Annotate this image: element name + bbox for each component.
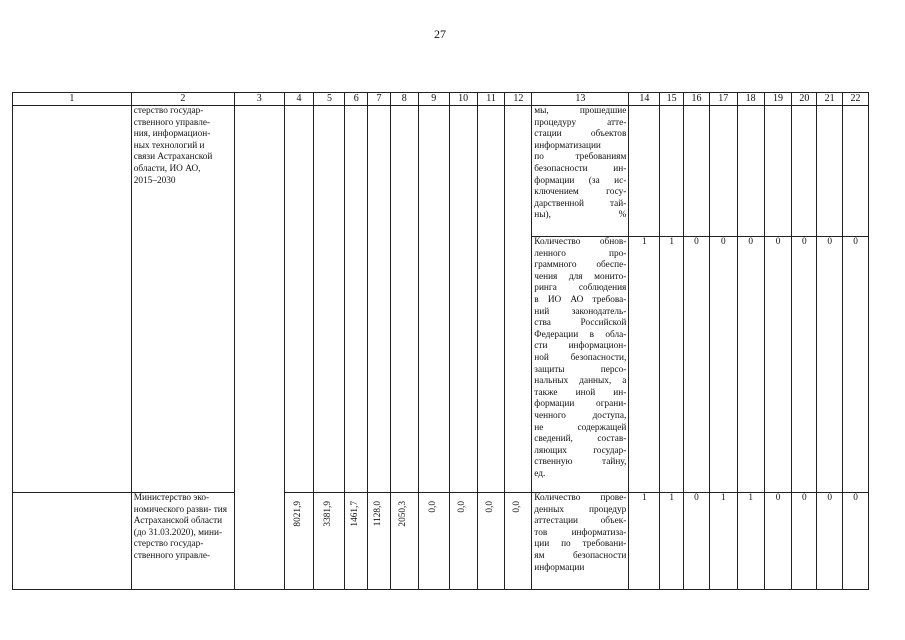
cell-indicator (532, 237, 629, 493)
cell-indicator (532, 493, 629, 590)
header-cell: 15 (660, 93, 684, 106)
header-cell: 22 (843, 93, 869, 106)
value-cell: 1 (660, 237, 684, 493)
indicator-line: формации ограни- (534, 399, 627, 410)
indicator-line: защиты персо- (534, 364, 627, 375)
header-cell: 6 (345, 93, 368, 106)
indicator-line: ны), % (534, 210, 627, 221)
cell-executor (131, 493, 234, 590)
cell-empty (660, 106, 684, 237)
budget-table (12, 92, 869, 590)
header-cell: 18 (737, 93, 764, 106)
value-cell: 1 (629, 493, 660, 590)
executor-line: ственного управле- (133, 117, 211, 128)
value-cell: 0 (764, 493, 792, 590)
value-cell: 0 (684, 493, 710, 590)
cell-empty (792, 106, 817, 237)
funding-cell (505, 493, 532, 590)
cell-empty (737, 106, 764, 237)
value-cell: 0 (843, 237, 869, 493)
header-cell: 2 (131, 93, 234, 106)
header-cell: 10 (449, 93, 477, 106)
cell-indicator (532, 106, 629, 237)
header-cell: 3 (234, 93, 284, 106)
value-cell: 1 (709, 493, 737, 590)
indicator-line: денных процедур (534, 504, 627, 515)
header-cell: 13 (532, 93, 629, 106)
indicator-line: граммного обеспе- (534, 260, 627, 271)
funding-value: 0,0 (485, 501, 496, 513)
cell-empty (368, 106, 391, 493)
value-cell: 0 (843, 493, 869, 590)
indicator-line: Федерации в обла- (534, 329, 627, 340)
funding-cell (477, 493, 505, 590)
indicator-line: тов информатиза- (534, 527, 627, 538)
funding-value: 3381,9 (323, 501, 334, 527)
cell-empty (629, 106, 660, 237)
cell-empty (764, 106, 792, 237)
cell-empty (418, 106, 449, 493)
cell-col1-empty (13, 106, 132, 493)
indicator-line: ям безопасности (534, 550, 627, 561)
header-cell: 19 (764, 93, 792, 106)
header-cell: 16 (684, 93, 710, 106)
executor-line: Министерство эко- (133, 493, 210, 503)
executor-line: ных технологий и (133, 140, 205, 151)
header-cell: 8 (390, 93, 418, 106)
executor-line: ственного управле- (133, 550, 211, 561)
indicator-line: сти информацион- (534, 341, 627, 352)
funding-cell (345, 493, 368, 590)
cell-empty (817, 106, 843, 237)
indicator-line: ственную тайну, (534, 457, 627, 468)
cell-empty (314, 106, 345, 493)
table-row (13, 493, 869, 590)
cell-empty (477, 106, 505, 493)
indicator-line: ключением госу- (534, 187, 627, 198)
header-cell: 21 (817, 93, 843, 106)
indicator-line: сведений, состав- (534, 434, 627, 445)
indicator-line: информации (534, 562, 585, 573)
header-cell: 12 (505, 93, 532, 106)
value-cell: 0 (817, 493, 843, 590)
header-cell: 17 (709, 93, 737, 106)
indicator-line: процедуру атте- (534, 117, 627, 128)
indicator-line: стации объектов (534, 129, 627, 140)
value-cell: 1 (737, 493, 764, 590)
indicator-line: ной безопасности, (534, 352, 627, 363)
cell-empty (684, 106, 710, 237)
value-cell: 0 (737, 237, 764, 493)
executor-line: стерство государ- (133, 106, 204, 116)
indicator-line: Количество обнов- (534, 237, 627, 247)
indicator-line: ед. (534, 468, 546, 479)
header-row (13, 93, 869, 106)
indicator-line: ний законодатель- (534, 306, 627, 317)
cell-empty (284, 106, 314, 493)
header-cell: 7 (368, 93, 391, 106)
value-cell: 1 (629, 237, 660, 493)
indicator-line: ства Российской (534, 318, 627, 329)
page-number: 27 (434, 27, 446, 41)
executor-line: области, ИО АО, (133, 163, 201, 174)
executor-line: стерство государ- (133, 539, 204, 550)
value-cell: 0 (817, 237, 843, 493)
indicator-line: в ИО АО требова- (534, 294, 627, 305)
executor-line: области (до (133, 516, 223, 538)
indicator-line: формации (за ис- (534, 175, 627, 186)
funding-cell (284, 493, 314, 590)
executor-line: 31.03.2020), мини- (148, 527, 223, 538)
cell-empty (449, 106, 477, 493)
indicator-line: информатизации (534, 140, 601, 151)
executor-line: тия Астраханской (133, 504, 228, 527)
funding-cell (314, 493, 345, 590)
indicator-line: ленного про- (534, 248, 627, 259)
value-cell: 0 (792, 237, 817, 493)
cell-empty (709, 106, 737, 237)
executor-line: связи Астраханской (133, 152, 213, 163)
funding-value: 1128,0 (373, 501, 384, 527)
header-cell: 9 (418, 93, 449, 106)
indicator-line: ции по требовани- (534, 539, 627, 550)
cell-executor (131, 106, 234, 493)
table-row (13, 106, 869, 237)
cell-col1-empty (13, 493, 132, 590)
header-cell: 5 (314, 93, 345, 106)
indicator-line: ринга соблюдения (534, 283, 627, 294)
funding-value: 8021,9 (293, 501, 304, 527)
indicator-line: Количество прове- (534, 493, 627, 503)
indicator-line: безопасности ин- (534, 163, 627, 174)
cell-empty (843, 106, 869, 237)
executor-line: 2015–2030 (133, 175, 176, 186)
indicator-line: не содержащей (534, 422, 627, 433)
header-cell: 1 (13, 93, 132, 106)
indicator-line: дарственной тай- (534, 198, 627, 209)
funding-cell (390, 493, 418, 590)
indicator-line: чения для монито- (534, 271, 627, 282)
executor-line: номического разви- (133, 504, 212, 515)
indicator-line: также иной ин- (534, 387, 627, 398)
funding-value: 1461,7 (350, 501, 361, 527)
indicator-line: по требованиям (534, 152, 627, 163)
indicator-line: нальных данных, а (534, 376, 627, 387)
funding-cell (449, 493, 477, 590)
header-cell: 14 (629, 93, 660, 106)
header-cell: 4 (284, 93, 314, 106)
value-cell: 0 (764, 237, 792, 493)
funding-value: 0,0 (512, 501, 523, 513)
funding-cell (418, 493, 449, 590)
value-cell: 0 (684, 237, 710, 493)
funding-value: 0,0 (427, 501, 438, 513)
header-cell: 11 (477, 93, 505, 106)
indicator-line: ляющих государ- (534, 445, 627, 456)
indicator-line: мы, прошедшие (534, 106, 627, 116)
funding-value: 2050,3 (398, 501, 409, 527)
executor-line: ния, информацион- (133, 129, 211, 140)
indicator-line: аттестации объек- (534, 516, 627, 527)
value-cell: 0 (792, 493, 817, 590)
header-cell: 20 (792, 93, 817, 106)
value-cell: 0 (709, 237, 737, 493)
funding-value: 0,0 (457, 501, 468, 513)
value-cell: 1 (660, 493, 684, 590)
cell-empty (505, 106, 532, 493)
cell-col3-empty (234, 106, 284, 590)
funding-cell (368, 493, 391, 590)
cell-empty (345, 106, 368, 493)
indicator-line: ченного доступа, (534, 410, 627, 421)
cell-empty (390, 106, 418, 493)
